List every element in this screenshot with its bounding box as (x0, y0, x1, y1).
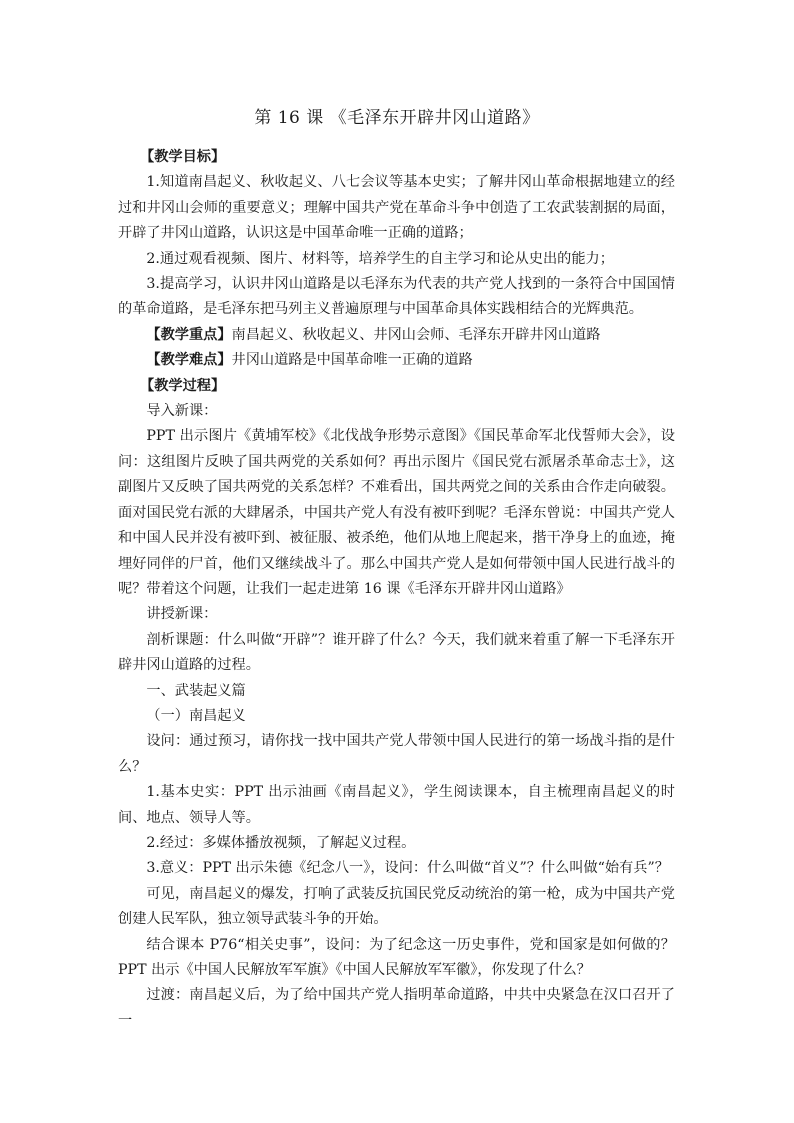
fact-basic: 1.基本史实：PPT 出示油画《南昌起义》，学生阅读课本，自主梳理南昌起义的时间、地点、领导人等。 (118, 784, 675, 826)
question-1: 设问：通过预习，请你找一找中国共产党人带领中国人民进行的第一场战斗指的是什么？ (118, 733, 675, 775)
subsection-nanchang: （一）南昌起义 (146, 707, 246, 724)
intro-label: 导入新课： (146, 403, 218, 420)
key-points-label: 【教学重点】 (146, 326, 232, 343)
textbook-paragraph: 结合课本 P76“相关史事”，设问：为了纪念这一历史事件，党和国家是如何做的？PPT 出示《中国人民解放军军旗》《中国人民解放军军徽》，你发现了什么？ (118, 936, 675, 978)
title-analysis: 剖析课题：什么叫做“开辟”？谁开辟了什么？今天，我们就来着重了解一下毛泽东开辟井冈山道路的过程。 (118, 631, 675, 674)
fact-process: 2.经过：多媒体播放视频，了解起义过程。 (146, 834, 416, 851)
section-armed-uprising: 一、武装起义篇 (146, 682, 246, 699)
conclusion-paragraph: 可见，南昌起义的爆发，打响了武装反抗国民党反动统治的第一枪，成为中国共产党创建人民军队，独立领导武装斗争的开始。 (118, 885, 675, 928)
key-points (118, 323, 675, 348)
new-lesson-label: 讲授新课： (146, 606, 218, 623)
document-body (118, 145, 675, 1034)
teaching-process-heading: 【教学过程】 (140, 377, 226, 394)
difficulties-label: 【教学难点】 (146, 352, 232, 369)
goal-3: 3.提高学习，认识井冈山道路是以毛泽东为代表的共产党人找到的一条符合中国国情的革命道路，是毛泽东把马列主义普遍原理与中国革命具体实践相结合的光辉典范。 (118, 276, 675, 318)
goal-1: 1.知道南昌起义、秋收起义、八七会议等基本史实；了解井冈山革命根据地建立的经过和井冈山会师的重要意义；理解中国共产党在革命斗争中创造了工农武装割据的局面，开辟了井冈山道路，认识这是中国革命唯一正确的道路； (118, 174, 675, 242)
fact-significance: 3.意义：PPT 出示朱德《纪念八一》，设问：什么叫做“首义”？什么叫做“始有兵”？ (146, 860, 669, 877)
difficulties (118, 348, 675, 373)
difficulties-text: 井冈山道路是中国革命唯一正确的道路 (231, 352, 473, 369)
transition-paragraph: 过渡：南昌起义后，为了给中国共产党人指明革命道路，中共中央紧急在汉口召开了一 (118, 987, 675, 1029)
key-points-text: 南昌起义、秋收起义、井冈山会师、毛泽东开辟井冈山道路 (231, 326, 601, 343)
document-title: 第 16 课 《毛泽东开辟井冈山道路》 (254, 108, 540, 128)
intro-paragraph: PPT 出示图片《黄埔军校》《北伐战争形势示意图》《国民革命军北伐誓师大会》，设问：这组图片反映了国共两党的关系如何？再出示图片《国民党右派屠杀革命志士》，这副图片又反映了国共两党的关系怎样？不难看出，国共两党之间的关系由合作走向破裂。面对国民党右派的大肆屠杀，中国共产党人有没有被吓到呢？毛泽东曾说：中国共产党人和中国人民并没有被吓到、被征服、被杀绝，他们从地上爬起来，揩干净身上的血迹，掩埋好同伴的尸首，他们又继续战斗了。那么中国共产党人是如何带领中国人民进行战斗的呢？带着这个问题，让我们一起走进第 16 课《毛泽东开辟井冈山道路》 (118, 428, 675, 597)
goal-2: 2.通过观看视频、图片、材料等，培养学生的自主学习和论从史出的能力； (146, 250, 614, 267)
teaching-goals-heading: 【教学目标】 (140, 149, 226, 165)
